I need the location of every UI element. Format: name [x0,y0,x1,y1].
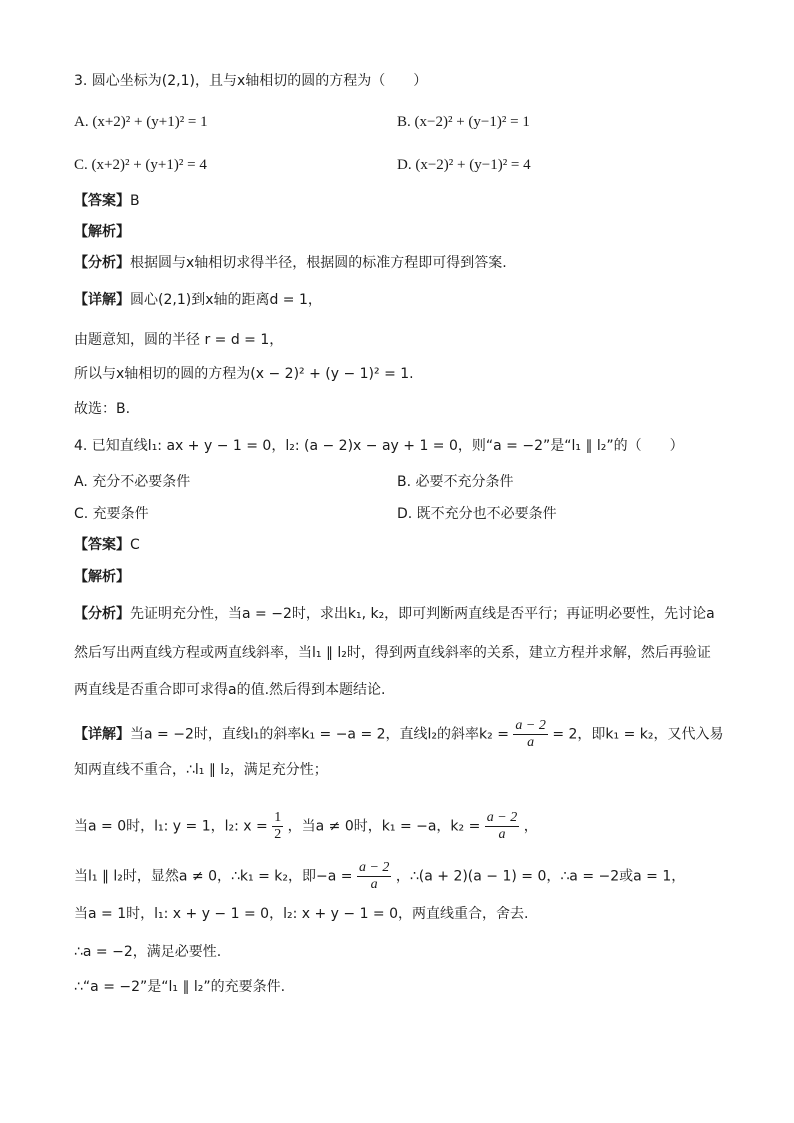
fraction-denominator: 2 [274,827,282,842]
q4-xiangjie-6: ∴a = −2，满足必要性. [74,944,222,960]
xiangjie-text: ， [523,818,538,835]
q4-fenxi-3: 两直线是否重合即可求得a的值.然后得到本题结论. [74,682,386,698]
fenxi-text: 先证明充分性，当a = −2时，求出k₁, k₂，即可判断两直线是否平行；再证明必要性，先讨论a [130,606,715,622]
q4-fenxi-2: 然后写出两直线方程或两直线斜率，当l₁ ∥ l₂时，得到两直线斜率的关系，建立方程并求解，然后再验证 [74,645,711,661]
fraction [272,810,283,843]
fenxi-tag: 【分析】 [74,606,130,622]
xiangjie-text: ，∴(a + 2)(a − 1) = 0，∴a = −2或a = 1， [395,868,686,885]
fraction [513,718,547,751]
answer-value: B [130,193,140,209]
fenxi-tag: 【分析】 [74,255,130,271]
answer-value: C [130,537,140,553]
q4-analysis-tag: 【解析】 [74,569,130,585]
q4-xiangjie-5: 当a = 1时，l₁: x + y − 1 = 0，l₂: x + y − 1 = 0，两直线重合，舍去. [74,906,529,922]
q4-fenxi-1 [74,604,715,624]
q3-xiangjie-2: 由题意知，圆的半径 r = d = 1， [74,332,284,348]
fenxi-text: 根据圆与x轴相切求得半径，根据圆的标准方程即可得到答案. [130,255,507,271]
q4-option-c: C. 充要条件 [74,506,149,522]
fraction-denominator: a [370,877,378,892]
q3-option-c: C. (x+2)² + (y+1)² = 4 [74,157,207,173]
q4-xiangjie-4 [74,860,685,893]
q3-xiangjie-1 [74,290,322,310]
q4-answer [74,535,140,555]
fraction-numerator: 1 [274,810,282,825]
q3-option-d: D. (x−2)² + (y−1)² = 4 [397,157,531,173]
q4-xiangjie-3 [74,810,538,843]
xiangjie-text: = 2，即k₁ = k₂，又代入易 [552,726,724,743]
fraction [485,810,519,843]
q3-stem: 3. 圆心坐标为(2,1)，且与x轴相切的圆的方程为（ ） [74,73,428,89]
q3-fenxi [74,253,507,273]
q4-option-a: A. 充分不必要条件 [74,474,191,490]
q3-option-b: B. (x−2)² + (y−1)² = 1 [397,114,530,130]
fraction-numerator: a − 2 [358,860,390,875]
q3-analysis-tag: 【解析】 [74,224,130,240]
q4-xiangjie-1 [74,718,723,751]
xiangjie-text: ，当a ≠ 0时，k₁ = −a，k₂ = [287,818,481,835]
q3-conclusion: 故选：B. [74,401,131,417]
xiangjie-text: 当l₁ ∥ l₂时，显然a ≠ 0，∴k₁ = k₂，即−a = [74,868,353,885]
xiangjie-text: 当a = −2时，直线l₁的斜率k₁ = −a = 2，直线l₂的斜率k₂ = [130,726,509,743]
q4-option-d: D. 既不充分也不必要条件 [397,506,557,522]
q4-conclusion: ∴“a = −2”是“l₁ ∥ l₂”的充要条件. [74,979,286,995]
q4-stem: 4. 已知直线l₁: ax + y − 1 = 0，l₂: (a − 2)x − ay + 1 = 0，则“a = −2”是“l₁ ∥ l₂”的（ ） [74,438,684,454]
xiangjie-text: 当a = 0时，l₁: y = 1，l₂: x = [74,818,268,835]
fraction-denominator: a [527,735,535,750]
q4-option-b: B. 必要不充分条件 [397,474,514,490]
fraction-denominator: a [498,827,506,842]
q4-xiangjie-2: 知两直线不重合，∴l₁ ∥ l₂，满足充分性； [74,762,328,778]
q3-option-a: A. (x+2)² + (y+1)² = 1 [74,114,208,130]
fraction [357,860,391,893]
answer-tag: 【答案】 [74,193,130,209]
fraction-numerator: a − 2 [486,810,518,825]
q3-answer [74,191,140,211]
fraction-numerator: a − 2 [515,718,546,733]
xiangjie-tag: 【详解】 [74,292,130,308]
xiangjie-text: 圆心(2,1)到x轴的距离d = 1， [130,292,322,308]
q3-xiangjie-3: 所以与x轴相切的圆的方程为(x − 2)² + (y − 1)² = 1. [74,366,414,382]
xiangjie-tag: 【详解】 [74,726,130,743]
answer-tag: 【答案】 [74,537,130,553]
